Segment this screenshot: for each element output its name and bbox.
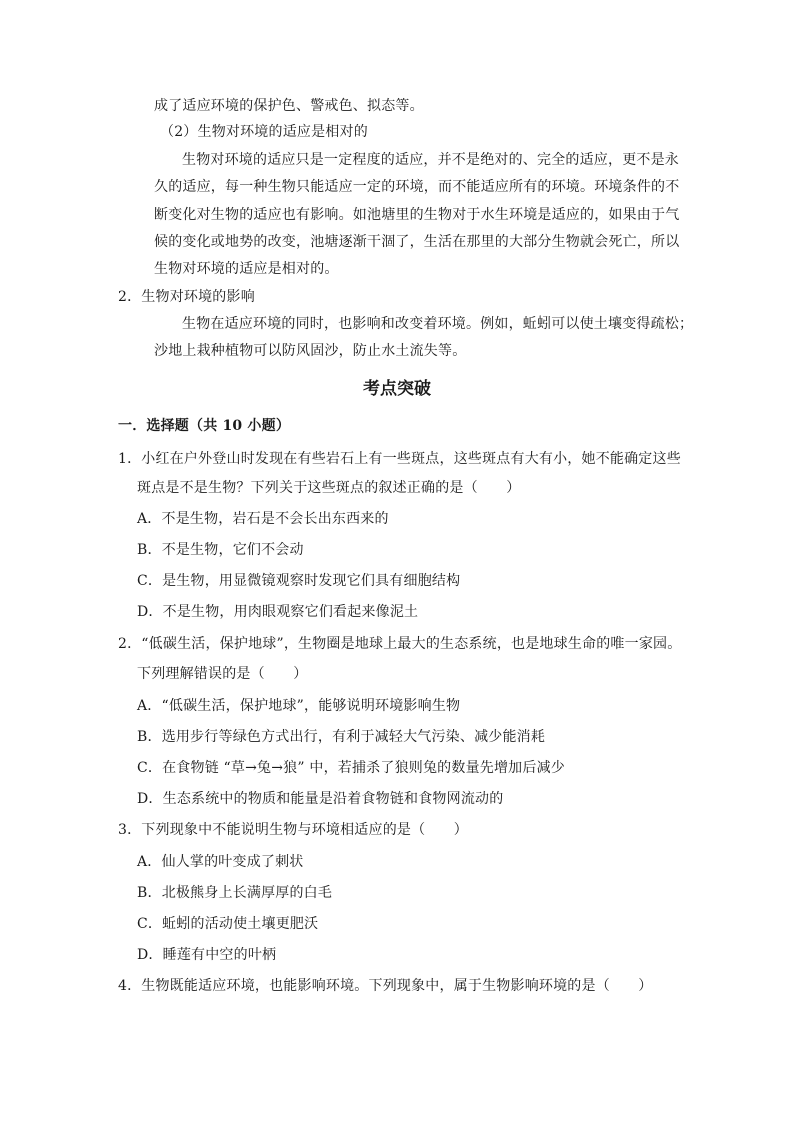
paragraph-line: 沙地上栽种植物可以防风固沙，防止水土流失等。 bbox=[154, 343, 467, 359]
intro-line: 成了适应环境的保护色、警戒色、拟态等。 bbox=[154, 98, 424, 114]
paragraph-line: 生物对环境的适应是相对的。 bbox=[154, 261, 339, 277]
paragraph-line: 断变化对生物的适应也有影响。如池塘里的生物对于水生环境是适应的，如果由于气 bbox=[154, 207, 680, 223]
option-d: D．不是生物，用肉眼观察它们看起来像泥土 bbox=[137, 604, 419, 620]
option-c: C．在食物链 “草→兔→狼” 中，若捕杀了狼则兔的数量先增加后减少 bbox=[137, 760, 565, 776]
option-b: B．北极熊身上长满厚厚的白毛 bbox=[137, 885, 333, 901]
option-c: C．蚯蚓的活动使土壤更肥沃 bbox=[137, 916, 319, 932]
option-a: A．不是生物，岩石是不会长出东西来的 bbox=[137, 511, 389, 527]
paragraph-line: 生物在适应环境的同时，也影响和改变着环境。例如，蚯蚓可以使土壤变得疏松； bbox=[182, 316, 694, 332]
question-stem: 4．生物既能适应环境，也能影响环境。下列现象中，属于生物影响环境的是（ ） bbox=[118, 978, 653, 994]
paragraph-line: 久的适应，每一种生物只能适应一定的环境，而不能适应所有的环境。环境条件的不 bbox=[154, 179, 680, 195]
option-a: A．“低碳生活，保护地球”，能够说明环境影响生物 bbox=[137, 698, 461, 714]
section-heading: 2．生物对环境的影响 bbox=[118, 289, 255, 305]
option-c: C．是生物，用显微镜观察时发现它们具有细胞结构 bbox=[137, 573, 461, 589]
question-stem: 下列理解错误的是（ ） bbox=[137, 666, 308, 682]
part-heading: 一．选择题（共 10 小题） bbox=[118, 418, 291, 434]
option-d: D．生态系统中的物质和能量是沿着食物链和食物网流动的 bbox=[137, 791, 504, 807]
paragraph-line: 生物对环境的适应只是一定程度的适应，并不是绝对的、完全的适应，更不是永 bbox=[182, 152, 679, 168]
question-stem: 斑点是不是生物？下列关于这些斑点的叙述正确的是（ ） bbox=[137, 480, 521, 496]
question-stem: 1．小红在户外登山时发现在有些岩石上有一些斑点，这些斑点有大有小，她不能确定这些 bbox=[118, 451, 681, 467]
sub-heading: （2）生物对环境的适应是相对的 bbox=[160, 124, 368, 140]
option-d: D．睡莲有中空的叶柄 bbox=[137, 947, 277, 963]
option-a: A．仙人掌的叶变成了刺状 bbox=[137, 854, 304, 870]
option-b: B．不是生物，它们不会动 bbox=[137, 542, 304, 558]
question-stem: 3．下列现象中不能说明生物与环境相适应的是（ ） bbox=[118, 822, 468, 838]
question-stem: 2．“低碳生活，保护地球”，生物圈是地球上最大的生态系统，也是地球生命的唯一家园。 bbox=[118, 636, 682, 652]
option-b: B．选用步行等绿色方式出行，有利于减轻大气污染、减少能消耗 bbox=[137, 729, 546, 745]
paragraph-line: 候的变化或地势的改变，池塘逐渐干涸了，生活在那里的大部分生物就会死亡，所以 bbox=[154, 234, 680, 250]
section-title: 考点突破 bbox=[363, 379, 431, 399]
